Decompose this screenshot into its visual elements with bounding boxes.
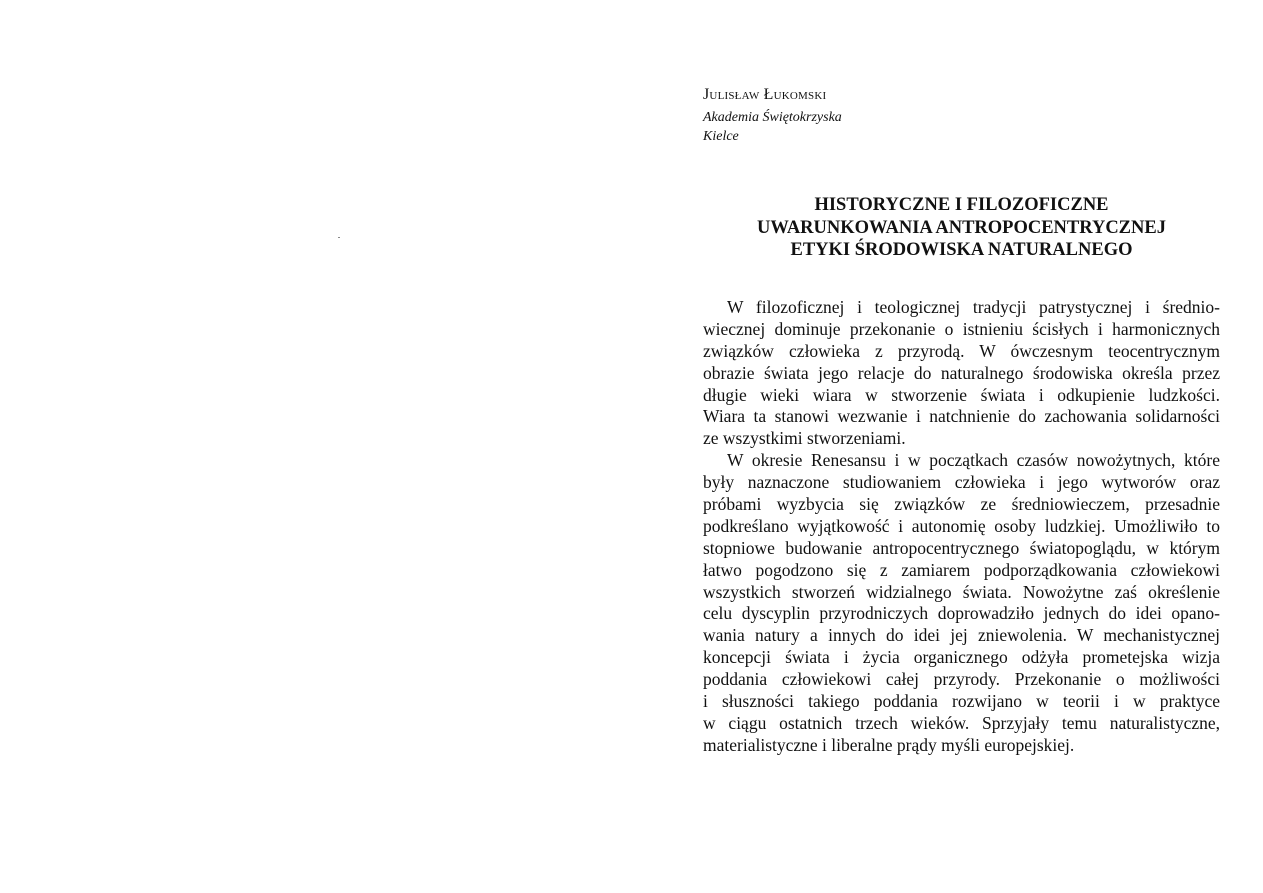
paragraph-2-line: materialistyczne i liberalne prądy myśli europejskiej. xyxy=(703,734,1075,755)
right-page xyxy=(703,0,1220,893)
paragraph-2-line: W okresie Renesansu i w początkach czasów nowożytnych, które xyxy=(727,450,1220,471)
paragraph-2-line: były naznaczone studiowaniem człowieka i jego wytworów oraz xyxy=(703,472,1220,493)
title-line: ETYKI ŚRODOWISKA NATURALNEGO xyxy=(790,240,1133,260)
paragraph-2-line: poddania człowiekowi całej przyrody. Przekonanie o możliwości xyxy=(703,669,1220,690)
title-line: HISTORYCZNE I FILOZOFICZNE xyxy=(814,195,1109,215)
paragraph-2-line: wszystkich stworzeń widzialnego świata. Nowożytne zaś określenie xyxy=(703,581,1220,602)
paragraph-1-line: długie wieki wiara w stworzenie świata i odkupienie ludzkości. xyxy=(703,384,1220,405)
paragraph-2-line: wania natury a innych do idei jej zniewolenia. W mechanistycznej xyxy=(703,625,1220,646)
author-name: Julisław Łukomski xyxy=(703,86,827,103)
paragraph-1-line: związków człowieka z przyrodą. W ówczesnym teocentrycznym xyxy=(703,340,1220,361)
author-institution: Akademia Świętokrzyska xyxy=(703,110,842,125)
article-body xyxy=(703,297,1220,757)
paragraph-2-line: próbami wyzbycia się związków ze średniowieczem, przesadnie xyxy=(703,494,1220,515)
paragraph-1-line: ze wszystkimi stworzeniami. xyxy=(703,428,906,449)
paragraph-2-line: w ciągu ostatnich trzech wieków. Sprzyjały temu naturalistyczne, xyxy=(703,712,1220,733)
paragraph-2-line: koncepcji świata i życia organicznego odżyła prometejska wizja xyxy=(703,647,1220,668)
paragraph-1-line: W filozoficznej i teologicznej tradycji patrystycznej i średnio- xyxy=(727,297,1220,317)
author-city: Kielce xyxy=(703,129,739,144)
paragraph-1-line: obrazie świata jego relacje do naturalnego środowiska określa przez xyxy=(703,362,1220,383)
paragraph-2-line: łatwo pogodzono się z zamiarem podporządkowania człowiekowi xyxy=(703,559,1220,580)
title-line: UWARUNKOWANIA ANTROPOCENTRYCZNEJ xyxy=(757,217,1166,238)
paragraph-2-line: podkreślano wyjątkowość i autonomię osoby ludzkiej. Umożliwiło to xyxy=(703,515,1220,536)
paragraph-2-line: stopniowe budowanie antropocentrycznego światopoglądu, w którym xyxy=(703,537,1220,558)
paragraph-2-line: i słuszności takiego poddania rozwijano w teorii i w praktyce xyxy=(703,691,1220,712)
paragraph-2-line: celu dyscyplin przyrodniczych doprowadziło jednych do idei opano- xyxy=(703,603,1220,624)
scan-speck xyxy=(338,237,340,238)
article-title xyxy=(703,194,1220,262)
paragraph-1-line: wiecznej dominuje przekonanie o istnieniu ścisłych i harmonicznych xyxy=(703,318,1220,339)
paragraph-1-line: Wiara ta stanowi wezwanie i natchnienie do zachowania solidarności xyxy=(703,406,1220,427)
